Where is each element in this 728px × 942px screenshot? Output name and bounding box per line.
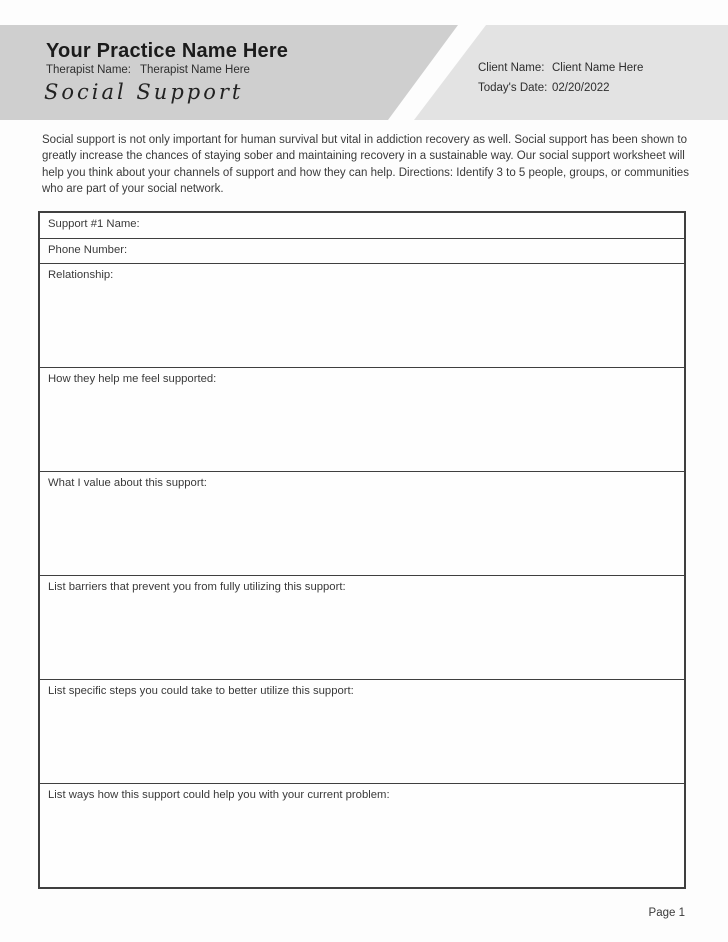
form-field-row-2[interactable] [40,238,684,263]
field-label: Relationship: [48,269,114,281]
client-name-label: Client Name: [478,62,545,74]
field-label: List barriers that prevent you from fully utilizing this support: [48,581,346,593]
client-name-line [478,62,643,74]
practice-name: Your Practice Name Here [46,40,289,62]
field-label: How they help me feel supported: [48,373,217,385]
form-field-row-8[interactable] [40,783,684,887]
therapist-name-label: Therapist Name: [46,64,132,76]
field-label: Phone Number: [48,244,128,256]
field-label: What I value about this support: [48,477,207,489]
form-field-row-5[interactable] [40,471,684,575]
support-form [38,211,686,889]
page-number: Page 1 [648,907,685,919]
intro-paragraph: Social support is not only important for human survival but vital in addiction recovery as well. Social support has been shown to greatly increase the chances of staying sober and maintaining recovery in a sustainable way. Our social support worksheet will help you think about your channels of support and how they can help. Directions: Identify 3 to 5 people, groups, or communities who are part of your social network. [42,134,689,196]
form-field-row-3[interactable] [40,263,684,367]
todays-date-label: Today's Date: [478,82,548,94]
field-label: List ways how this support could help you with your current problem: [48,789,390,801]
todays-date-line [478,82,610,94]
therapist-line [46,64,250,76]
therapist-name-value: Therapist Name Here [140,64,250,76]
form-field-row-1[interactable] [40,213,684,238]
form-field-row-6[interactable] [40,575,684,679]
form-field-row-4[interactable] [40,367,684,471]
worksheet-title: Social Support [44,80,244,104]
field-label: List specific steps you could take to better utilize this support: [48,685,354,697]
todays-date-value: 02/20/2022 [552,82,610,94]
client-name-value: Client Name Here [552,62,644,74]
field-label: Support #1 Name: [48,218,140,230]
form-field-row-7[interactable] [40,679,684,783]
